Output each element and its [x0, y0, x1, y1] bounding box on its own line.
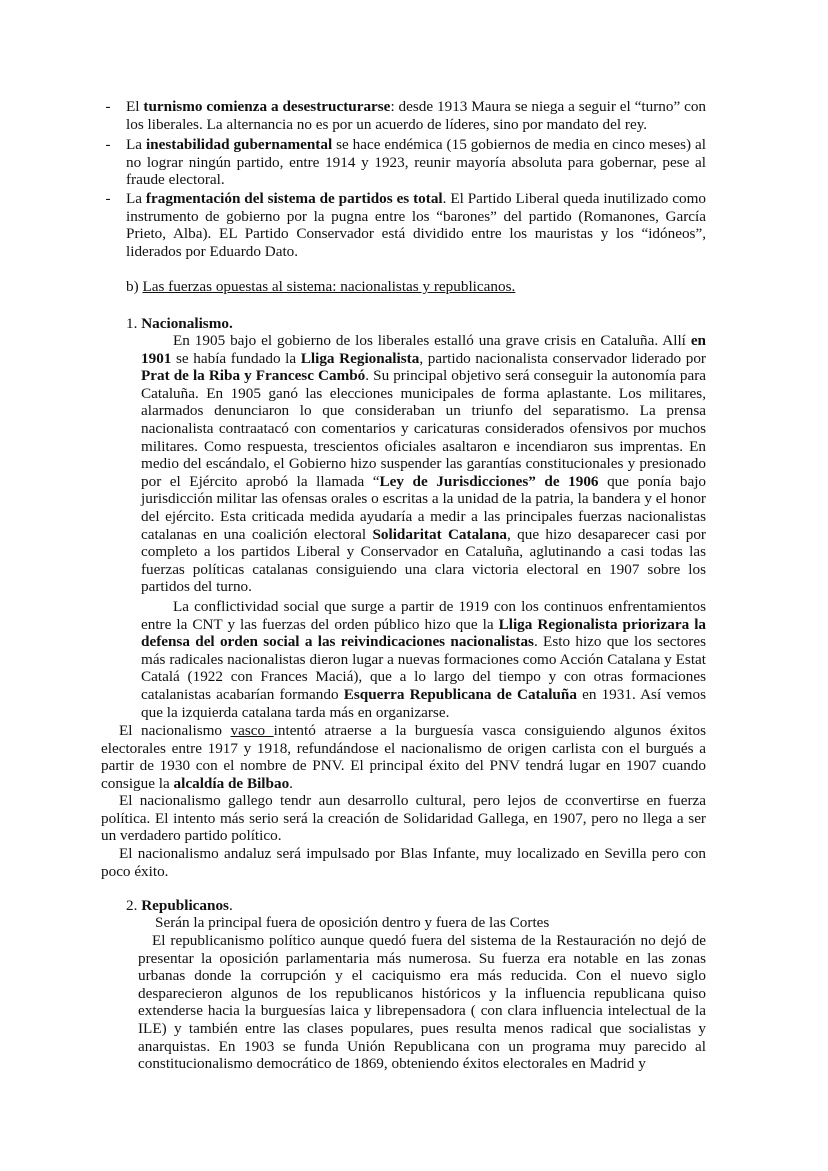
bullet-dash: -	[105, 190, 111, 207]
republicanos-intro: Serán la principal fuera de oposición dentro y fuera de las Cortes	[155, 914, 550, 931]
bullet-turnismo: El turnismo comienza a desestructurarse: desde 1913 Maura se niega a seguir el “turno” con los liberales. La alternancia no es por un acuerdo de líderes, sino por mandato del rey.	[126, 98, 707, 133]
bullet-dash: -	[105, 136, 111, 153]
section-b-heading: b) Las fuerzas opuestas al sistema: nacionalistas y republicanos.	[126, 278, 516, 295]
republicanos-paragraph: El republicanismo político aunque quedó fuera del sistema de la Restauración no dejó de presentar la oposición parlamentaria más numerosa. Su fuerza era notable en las zonas urbanas donde la corrupción y el caciquismo era más reducida. Con el nuevo siglo desparecieron algunos de los republicanos históricos y la influencia republicana quiso extenderse hacia la burguesías laica y librepensadora ( con clara influencia intelectual de la ILE) y también entre las clases populares, pues resulta menos radical que socialistas y anarquistas. En 1903 se funda Unión Republicana con un programa muy parecido al constitucionalismo democrático de 1869, obteniendo éxitos electorales en Madrid y	[138, 932, 706, 1073]
bullet-inestabilidad: La inestabilidad gubernamental se hace endémica (15 gobiernos de media en cinco meses) al no lograr ningún partido, entre 1914 y 1923, reunir mayoría absoluta para gobernar, pese al fraude electoral.	[126, 136, 706, 189]
bullet-dash: -	[105, 98, 111, 115]
bullet-fragmentacion: La fragmentación del sistema de partidos es total. El Partido Liberal queda inutilizado como instrumento de gobierno por la pugna entre los “barones” del partido (Romanones, García Prieto, Alba). EL Partido Conservador está dividido entre los mauristas y los “idóneos”, liderados por Eduardo Dato.	[126, 190, 706, 260]
nacionalismo-paragraph-andaluz: El nacionalismo andaluz será impulsado por Blas Infante, muy localizado en Sevilla pero con poco éxito.	[101, 845, 706, 880]
nacionalismo-paragraph-conflictividad: La conflictividad social que surge a partir de 1919 con los continuos enfrentamientos entre la CNT y las fuerzas del orden público hizo que la Lliga Regionalista priorizara la defensa del orden social a las reivindicaciones nacionalistas. Esto hizo que los sectores más radicales nacionalistas dieron lugar a nuevas formaciones como Acción Catalana y Estat Catalá (1922 con Frances Maciá), que a lo largo del tiempo y con otras formaciones catalanistas acabarían formando Esquerra Republicana de Cataluña en 1931. Así vemos que la izquierda catalana tarda más en organizarse.	[141, 598, 707, 721]
nacionalismo-paragraph-gallego: El nacionalismo gallego tendr aun desarrollo cultural, pero lejos de cconvertirse en fuerza política. El intento más serio será la creación de Solidaridad Gallega, en 1907, pero no llega a ser un verdadero partido político.	[101, 792, 706, 845]
republicanos-heading: 2. Republicanos.	[126, 897, 233, 914]
nacionalismo-paragraph-cataluna: En 1905 bajo el gobierno de los liberales estalló una grave crisis en Cataluña. Allí en 1901 se había fundado la Lliga Regionalista, partido nacionalista conservador liderado por Prat de la Riba y Francesc Cambó. Su principal objetivo será conseguir la autonomía para Cataluña. En 1905 ganó las elecciones municipales de forma aplastante. Los militares, alarmados denunciaron lo que consideraban un triunfo del separatismo. La prensa nacionalista contraatacó con comentarios y caricaturas considerados ofensivos por muchos militares. Como respuesta, trescientos oficiales asaltaron e incendiaron sus imprentas. En medio del escándalo, el Gobierno hizo suspender las garantías constitucionales y presionado por el Ejército aprobó la llamada “Ley de Jurisdicciones” de 1906 que ponía bajo jurisdicción militar las ofensas orales o escritas a la unidad de la patria, la bandera y el honor del ejército. Esta criticada medida ayudaría a medir a las principales fuerzas nacionalistas catalanas en una coalición electoral Solidaritat Catalana, que hizo desaparecer casi por completo a los partidos Liberal y Conservador en Cataluña, aglutinando a casi todas las fuerzas políticas catalanas consiguiendo una clara victoria electoral en 1907 sobre los partidos del turno.	[141, 332, 707, 596]
nacionalismo-heading: 1. Nacionalismo.	[126, 315, 233, 332]
nacionalismo-paragraph-vasco: El nacionalismo vasco intentó atraerse a la burguesía vasca consiguiendo algunos éxitos electorales entre 1917 y 1918, refundándose el nacionalismo de origen carlista con el burgués a partir de 1930 con el nombre de PNV. El principal éxito del PNV tendrá lugar en 1907 cuando consigue la alcaldía de Bilbao.	[101, 722, 706, 792]
